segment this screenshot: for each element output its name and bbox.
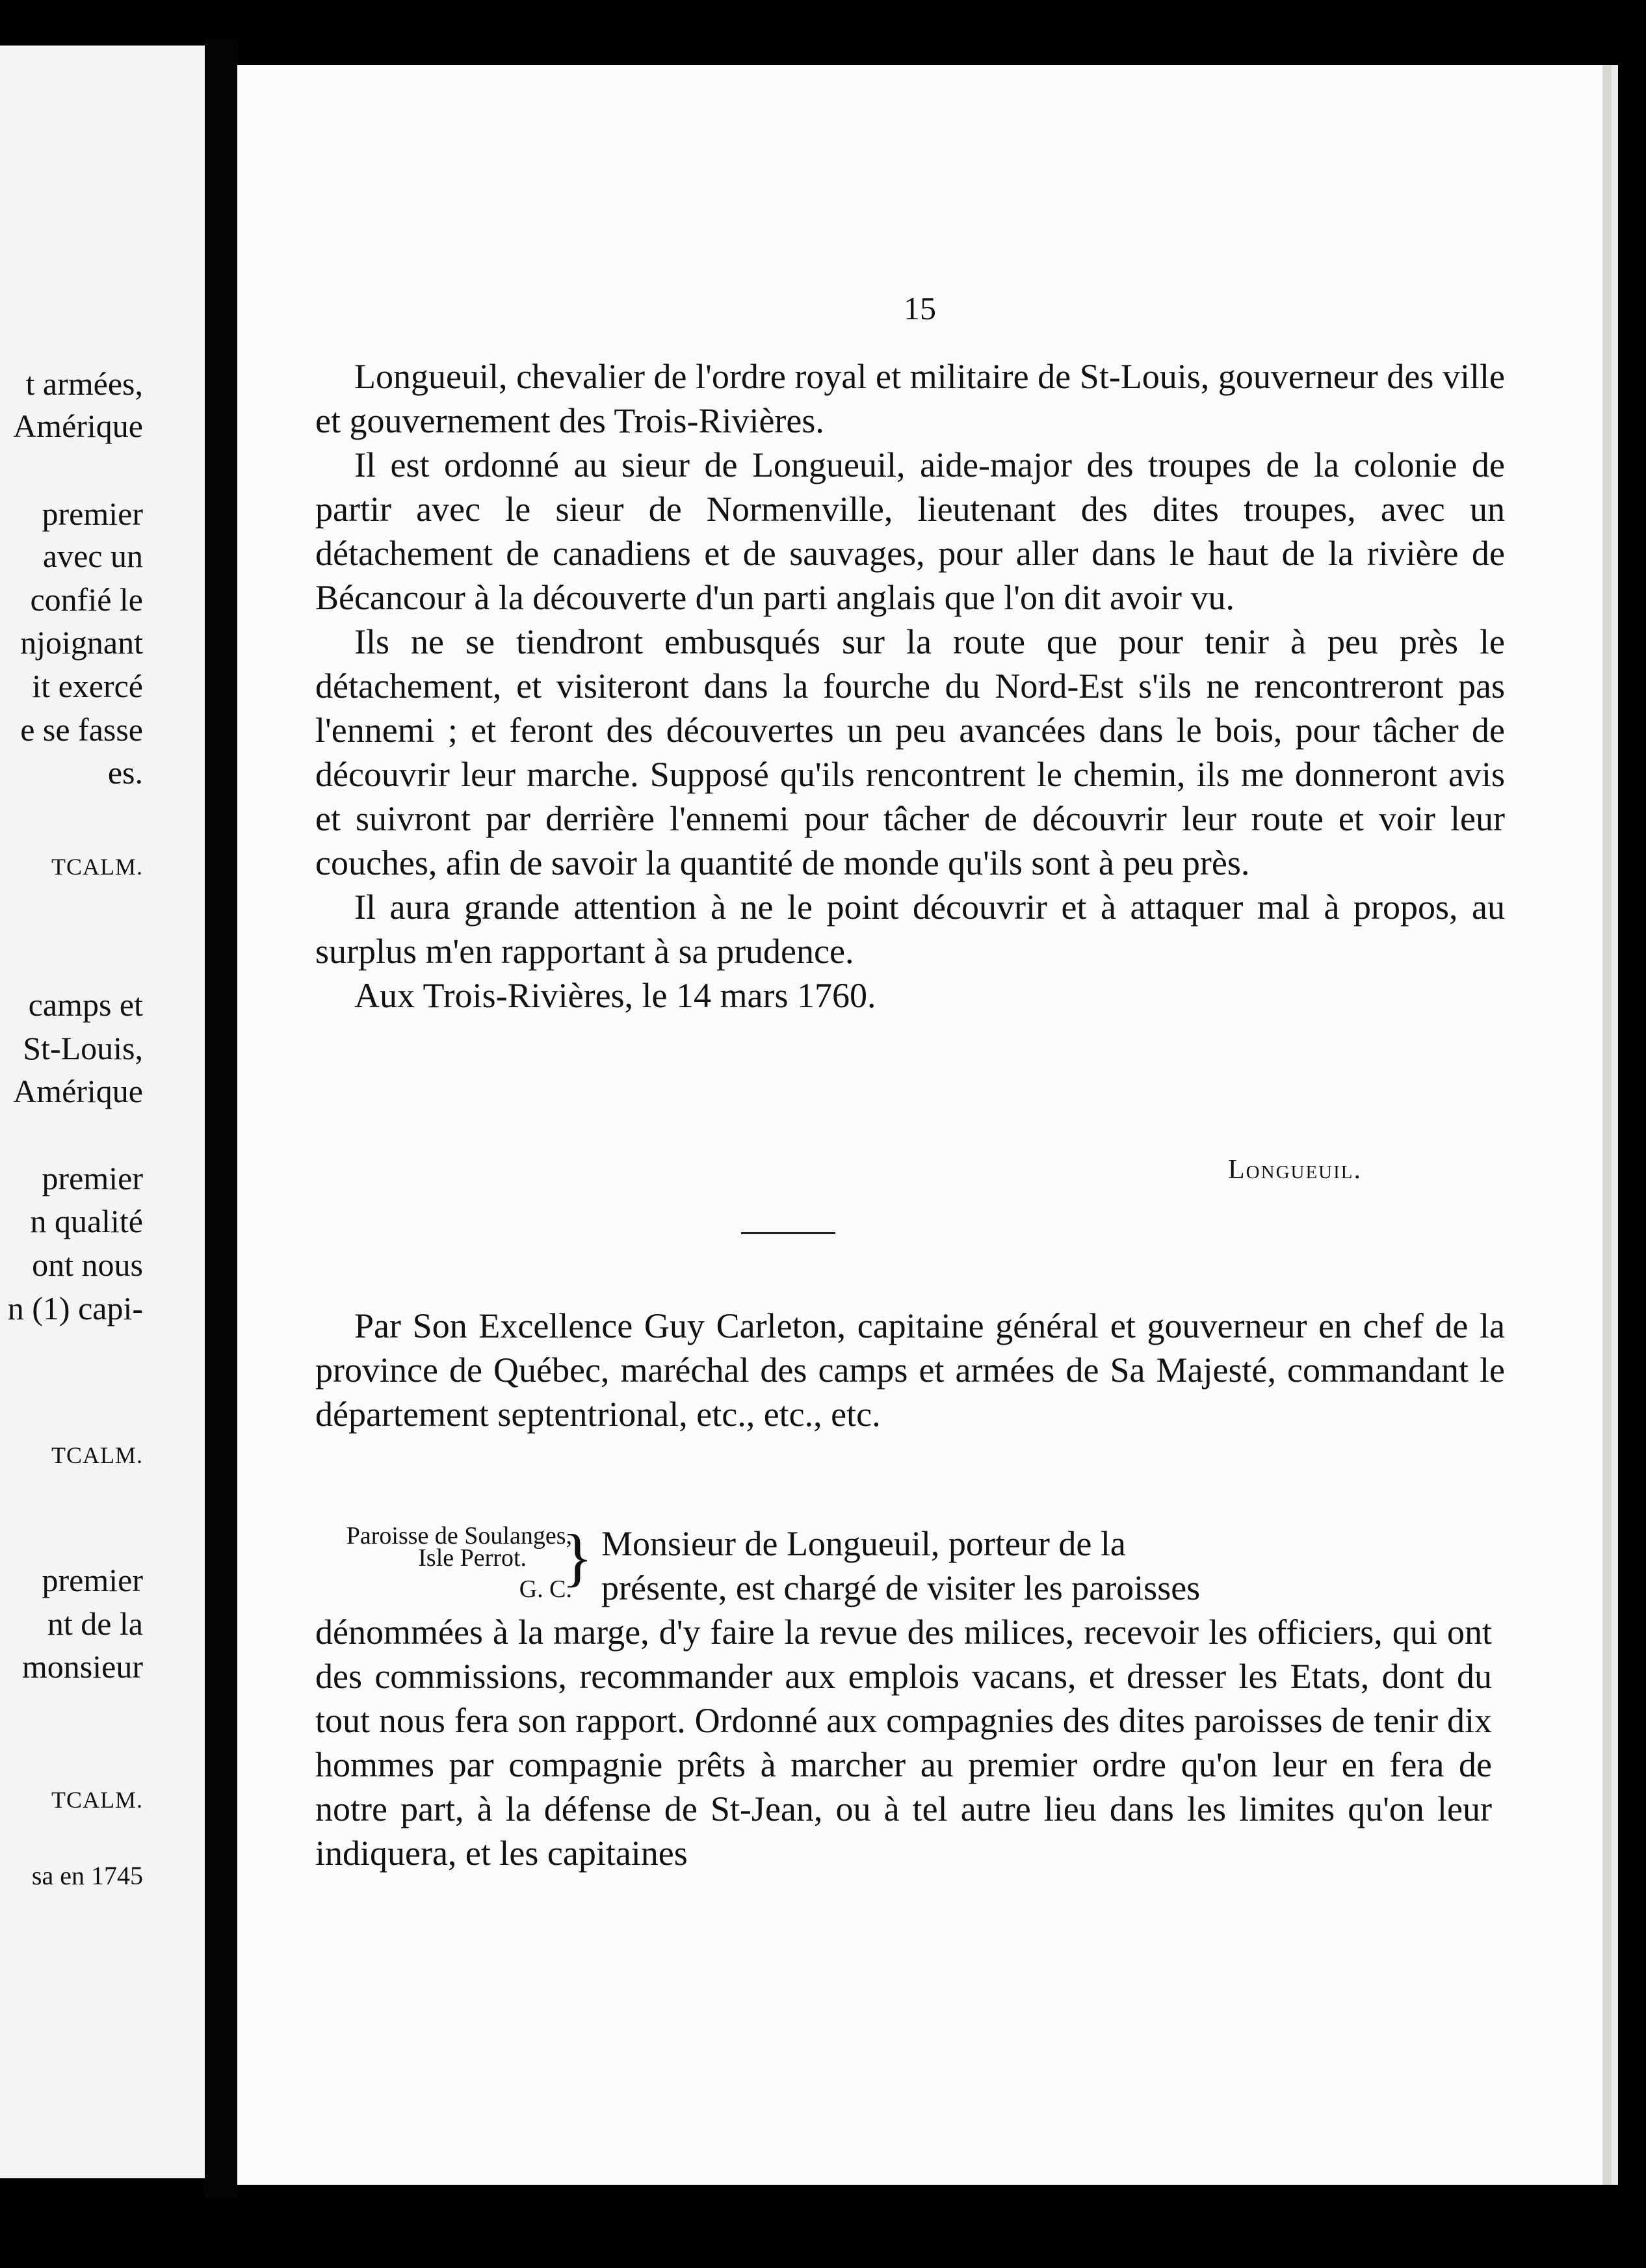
left-fragment: njoignant (20, 624, 143, 661)
paragraph: Il est ordonné au sieur de Longueuil, aide-major des troupes de la colonie de partir avec le sieur de Normenville, lieutenant des dites troupes, avec un détachement de canadiens et de sauvages, pour aller dans le haut de la rivière de Bécancour à la découverte d'un parti anglais que l'on dit avoir vu. (315, 445, 1505, 617)
book-gutter (205, 39, 237, 2198)
page-number: 15 (904, 290, 936, 326)
left-fragment: camps et (28, 986, 143, 1023)
paragraph: Par Son Excellence Guy Carleton, capitaine général et gouverneur en chef de la province de Québec, maréchal des camps et armées de Sa Majesté, commandant le département septentrional, etc., etc., etc. (315, 1306, 1505, 1434)
left-fragment: avec un (42, 538, 143, 574)
left-fragment: premier (42, 1160, 143, 1196)
left-fragment: TCALM. (51, 854, 143, 880)
margin-note-line: Paroisse de Soulanges, (346, 1522, 572, 1549)
commission-text-block (315, 1522, 1492, 1875)
left-fragment: t armées, (25, 365, 143, 402)
text-line: Monsieur de Longueuil, porteur de la (601, 1524, 1126, 1563)
section-divider (741, 1232, 835, 1234)
dateline: Aux Trois-Rivières, le 14 mars 1760. (354, 976, 876, 1015)
left-fragment: nt de la (47, 1605, 143, 1642)
left-fragment: TCALM. (51, 1442, 143, 1468)
order-text-block (315, 354, 1505, 1018)
paragraph: Il aura grande attention à ne le point découvrir et à attaquer mal à propos, au surplus m'en rapportant à sa prudence. (315, 888, 1505, 971)
left-fragment: it exercé (32, 668, 143, 704)
paragraph: Longueuil, chevalier de l'ordre royal et militaire de St-Louis, gouverneur des ville et gouvernement des Trois-Rivières. (315, 357, 1505, 440)
signature: Longueuil. (1228, 1155, 1362, 1185)
margin-note-line: Isle Perrot. (418, 1544, 527, 1572)
left-fragment: e se fasse (20, 711, 143, 748)
left-fragment: premier (42, 495, 143, 532)
margin-note-line: G. C. (519, 1576, 572, 1603)
left-fragment: n (1) capi- (7, 1290, 143, 1326)
book-page (237, 65, 1602, 2185)
left-fragment: confié le (30, 581, 143, 618)
left-fragment: es. (107, 754, 143, 791)
left-fragment: TCALM. (51, 1787, 143, 1813)
left-fragment: Amérique (13, 1073, 143, 1109)
paragraph: dénommées à la marge, d'y faire la revue des milices, recevoir les officiers, qui ont des commissions, recommander aux emplois vacans, et dresser les Etats, dont du tout nous fera son rapport. Ordonné aux compagnies des dites paroisses de tenir dix hommes par compagnie prêts à marcher au premier ordre qu'on leur en fera de notre part, à la défense de St-Jean, ou à tel autre lieu dans les limites qu'on leur indiquera, et les capitaines (315, 1613, 1492, 1873)
paragraph: Ils ne se tiendront embusqués sur la route que pour tenir à peu près le détachement, et visiteront dans la fourche du Nord-Est s'ils ne rencontreront pas l'ennemi ; et feront des découvertes un peu avancées dans le bois, pour tâcher de découvrir leur marche. Supposé qu'ils rencontrent le chemin, ils me donneront avis et suivront par derrière l'ennemi pour tâcher de découvrir leur route et voir leur couches, afin de savoir la quantité de monde qu'ils sont à peu près. (315, 622, 1505, 882)
brace-glyph: } (562, 1521, 593, 1593)
text-line: présente, est chargé de visiter les paroisses (601, 1568, 1201, 1607)
left-fragment: ont nous (32, 1246, 143, 1283)
left-fragment: monsieur (21, 1648, 143, 1685)
left-fragment: St-Louis, (23, 1030, 143, 1066)
proclamation-heading (315, 1304, 1505, 1436)
left-fragment: premier (42, 1562, 143, 1598)
left-fragment: sa en 1745 (31, 1861, 143, 1890)
left-fragment: Amérique (13, 408, 143, 444)
left-facing-page (0, 46, 228, 2178)
left-fragment: n qualité (30, 1203, 143, 1239)
